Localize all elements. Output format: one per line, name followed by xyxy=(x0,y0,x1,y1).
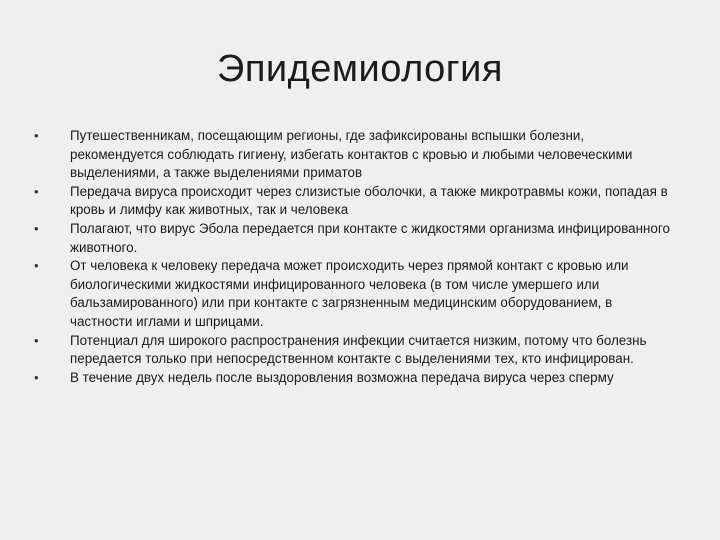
bullet-item xyxy=(34,220,674,257)
bullet-text: Потенциал для широкого распространения инфекции считается низким, потому что болезнь передается только при непосредственном контакте с выделениями тех, кто инфицирован. xyxy=(70,332,647,367)
bullet-icon: • xyxy=(34,183,39,199)
bullet-item xyxy=(34,183,674,220)
bullet-icon: • xyxy=(34,332,39,348)
bullet-item xyxy=(34,127,674,183)
bullet-text: В течение двух недель после выздоровления возможна передача вируса через сперму xyxy=(70,369,614,385)
bullet-text: Полагают, что вирус Эбола передается при контакте с жидкостями организма инфицированного животного. xyxy=(70,220,670,255)
bullet-item xyxy=(34,369,674,388)
bullet-text: От человека к человеку передача может происходить через прямой контакт с кровью или биологическими жидкостями инфицированного человека (в том числе умершего или бальзамированного) или при контакте с загрязненным медицинским оборудованием, в частности иглами и шприцами. xyxy=(70,258,629,329)
bullet-list xyxy=(34,127,674,387)
bullet-item xyxy=(34,332,674,369)
bullet-item xyxy=(34,257,674,331)
slide-title: Эпидемиология xyxy=(217,48,503,90)
bullet-icon: • xyxy=(34,128,39,143)
bullet-icon: • xyxy=(34,220,39,236)
bullet-icon: • xyxy=(34,258,39,274)
bullet-text: Передача вируса происходит через слизистые оболочки, а также микротравмы кожи, попадая в кровь и лимфу как животных, так и человека xyxy=(70,183,668,218)
bullet-icon: • xyxy=(34,369,39,385)
bullet-text: Путешественникам, посещающим регионы, где зафиксированы вспышки болезни, рекомендуется соблюдать гигиену, избегать контактов с кровью и любыми человеческими выделениями, а также выделениями приматов xyxy=(70,128,633,181)
